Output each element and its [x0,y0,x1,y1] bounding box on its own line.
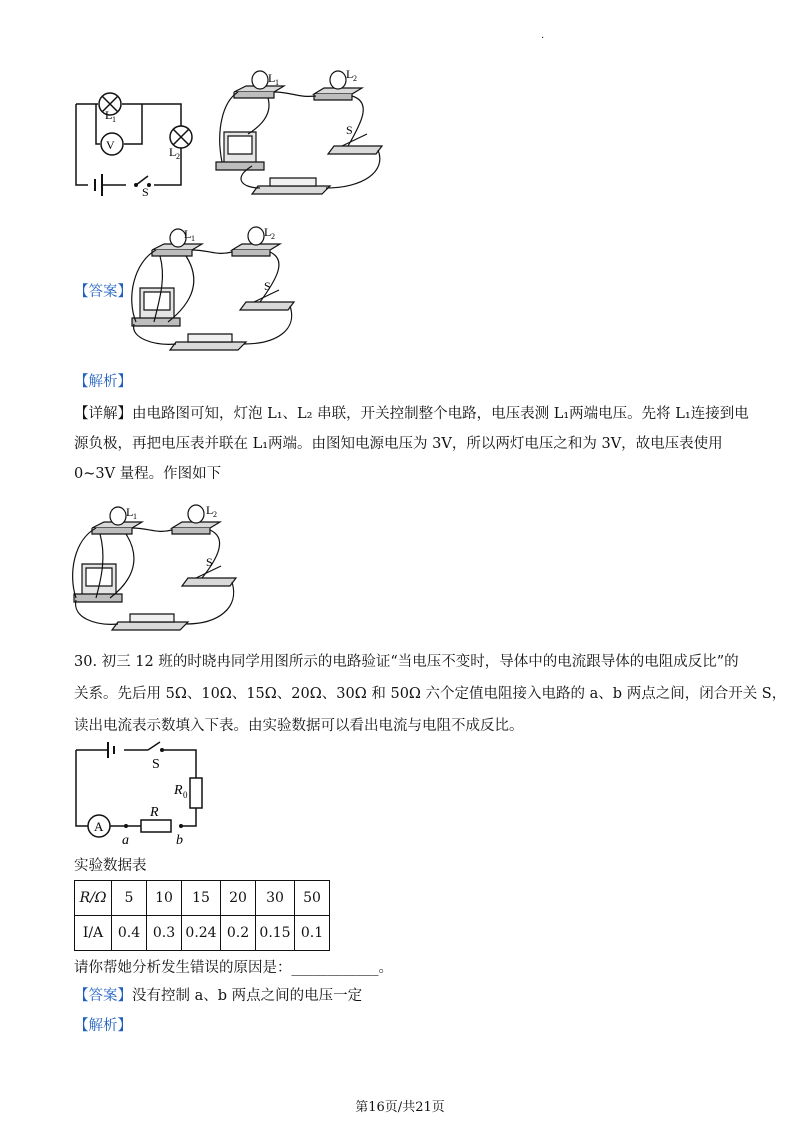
table-cell: 0.24 [182,916,221,951]
label-L2: L [169,145,177,159]
detail-circuit [68,494,248,636]
answer-label-S: S [264,279,271,293]
q30-label-a: a [122,833,129,848]
physical-circuit-1 [212,62,392,202]
q30-label-A: A [94,819,104,834]
physical-label-S: S [346,123,353,137]
q30-label-R: R [150,805,159,820]
table-cell: I/A [75,916,112,951]
physical-label-L1-sub: 1 [275,78,279,87]
q30-circuit [68,738,218,850]
label-L1: L [105,108,113,122]
detail-line-2: 源负极，再把电压表并联在 L₁两端。由图知电源电压为 3V，所以两灯电压之和为 3V，故电压表使用 [74,436,723,452]
q30-line-3: 读出电流表示数填入下表。由实验数据可以看出电流与电阻不成反比。 [74,718,524,734]
detail-label-L2-sub: 2 [213,510,217,519]
table-cell: R/Ω [75,881,112,916]
table-cell: 0.4 [112,916,147,951]
table-row [75,916,330,951]
label-L2-sub: 2 [176,152,180,161]
detail-label-L2: L [206,503,214,517]
q30-label-S: S [152,757,160,772]
physical-label-L2: L [346,67,354,81]
table-cell: 0.15 [256,916,295,951]
table-cell: 0.3 [147,916,182,951]
answer-label-L1-sub: 1 [191,234,195,243]
q30-label-R0: R [174,783,183,798]
label-S: S [142,185,149,196]
q30-line-1: 30. 初三 12 班的时晓冉同学用图所示的电路验证“当电压不变时，导体中的电流跟导体的电阻成反比”的 [74,654,739,670]
circuit-schematic-1 [66,88,196,196]
page-footer: 第16页/共21页 [355,1100,445,1115]
detail-label-S: S [206,555,213,569]
detail-line-3: 0~3V 量程。作图如下 [74,466,222,482]
detail-label-L1-sub: 1 [133,512,137,521]
table-caption: 实验数据表 [74,858,147,874]
label-V: V [106,138,115,152]
q30-line-2: 关系。先后用 5Ω、10Ω、15Ω、20Ω、30Ω 和 50Ω 六个定值电阻接入电路的 a、b 两点之间，闭合开关 S， [74,686,787,702]
top-dot: . [541,30,545,41]
physical-label-L2-sub: 2 [353,74,357,83]
answer-2-text: 没有控制 a、b 两点之间的电压一定 [132,988,363,1004]
physical-label-L1: L [268,71,276,85]
table-cell: 10 [147,881,182,916]
table-cell: 20 [221,881,256,916]
analysis-2-label: 【解析】 [74,1018,132,1034]
detail-label-L1: L [126,505,134,519]
answer-label-L1: L [184,227,192,241]
table-cell: 15 [182,881,221,916]
table-cell: 50 [295,881,330,916]
table-cell: 5 [112,881,147,916]
data-table [74,880,330,951]
label-L1-sub: 1 [112,115,116,124]
table-row [75,881,330,916]
analysis-1-label: 【解析】 [74,374,132,390]
answer-circuit-1 [126,218,306,358]
table-cell: 0.1 [295,916,330,951]
q30-label-R0-sub: 0 [183,790,188,800]
answer-1-label: 【答案】 [74,284,132,300]
answer-2-label: 【答案】 [74,988,132,1004]
table-cell: 0.2 [221,916,256,951]
answer-2 [74,986,362,1006]
q30-label-b: b [176,833,183,848]
table-cell: 30 [256,881,295,916]
answer-label-L2-sub: 2 [271,232,275,241]
detail-line-1: 【详解】由电路图可知，灯泡 L₁、L₂ 串联，开关控制整个电路，电压表测 L₁两端电压。先将 L₁连接到电 [74,406,749,422]
answer-label-L2: L [264,225,272,239]
question-line: 请你帮她分析发生错误的原因是：____________。 [74,960,393,976]
